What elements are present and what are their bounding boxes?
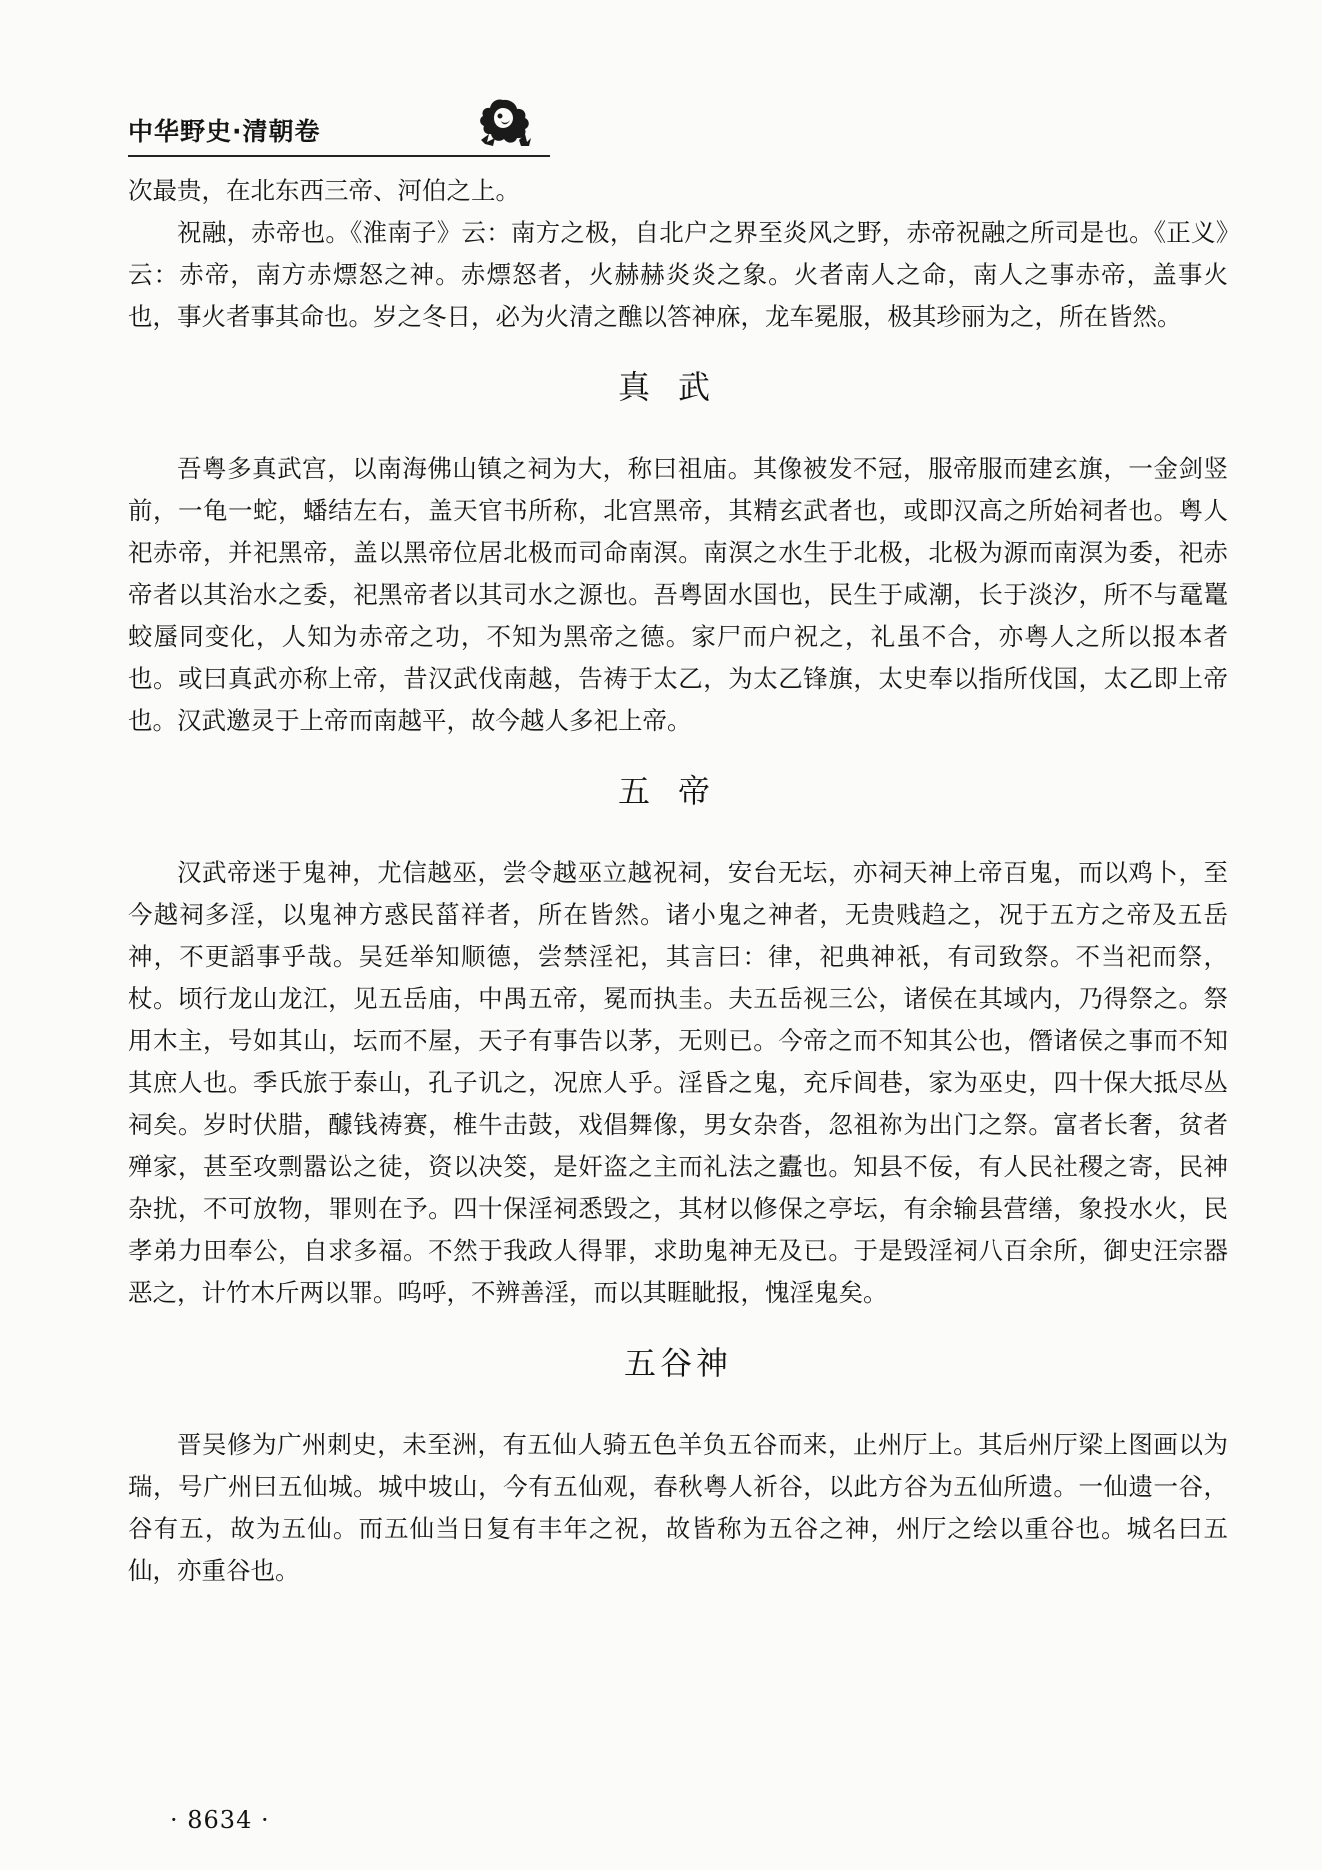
- page-content: [128, 170, 1228, 1592]
- paragraph-wudi: 汉武帝迷于鬼神，尤信越巫，尝令越巫立越祝祠，安台无坛，亦祠天神上帝百鬼，而以鸡卜，至今越祠多淫，以鬼神方惑民菑祥者，所在皆然。诸小鬼之神者，无贵贱趋之，况于五方之帝及五岳神，不更謟事乎哉。吴廷举知顺德，尝禁淫祀，其言曰：律，祀典神祇，有司致祭。不当祀而祭，杖。顷行龙山龙江，见五岳庙，中禺五帝，冕而执圭。夫五岳视三公，诸侯在其域内，乃得祭之。祭用木主，号如其山，坛而不屋，天子有事告以茅，无则已。今帝之而不知其公也，僭诸侯之事而不知其庶人也。季氏旅于泰山，孔子讥之，况庶人乎。淫昏之鬼，充斥闾巷，家为巫史，四十保大抵尽丛祠矣。岁时伏腊，醵钱祷赛，椎牛击鼓，戏倡舞像，男女杂沓，忽祖祢为出门之祭。富者长奢，贫者殚家，甚至攻剽嚣讼之徒，资以决筊，是奸盗之主而礼法之蠹也。知县不佞，有人民社稷之寄，民神杂扰，不可放物，罪则在予。四十保淫祠悉毁之，其材以修保之亭坛，有余输县营缮，象投水火，民孝弟力田奉公，自求多福。不然于我政人得罪，求助鬼神无及已。于是毁淫祠八百余所，御史汪宗器恶之，计竹木斤两以罪。呜呼，不辨善淫，而以其睚眦报，愧淫鬼矣。: [128, 858, 1228, 1307]
- paragraph-wugushen: 晋吴修为广州刺史，未至洲，有五仙人骑五色羊负五谷而来，止州厅上。其后州厅梁上图画以为瑞，号广州曰五仙城。城中坡山，今有五仙观，春秋粤人祈谷，以此方谷为五仙所遗。一仙遗一谷，谷有五，故为五仙。而五仙当日复有丰年之祝，故皆称为五谷之神，州厅之绘以重谷也。城名曰五仙，亦重谷也。: [128, 1430, 1228, 1585]
- continued-paragraph: 次最贵，在北东西三帝、河伯之上。: [128, 176, 520, 205]
- paragraph-zhenwu: 吾粤多真武宫，以南海佛山镇之祠为大，称曰祖庙。其像被发不冠，服帝服而建玄旗，一金剑竖前，一龟一蛇，蟠结左右，盖天官书所称，北宫黑帝，其精玄武者也，或即汉高之所始祠者也。粤人祀赤帝，并祀黑帝，盖以黑帝位居北极而司命南溟。南溟之水生于北极，北极为源而南溟为委，祀赤帝者以其治水之委，祀黑帝者以其司水之源也。吾粤固水国也，民生于咸潮，长于淡汐，所不与鼋鼍蛟蜃同变化，人知为赤帝之功，不知为黑帝之德。家尸而户祝之，礼虽不合，亦粤人之所以报本者也。或曰真武亦称上帝，昔汉武伐南越，告祷于太乙，为太乙锋旗，太史奉以指所伐国，太乙即上帝也。汉武邀灵于上帝而南越平，故今越人多祀上帝。: [128, 454, 1228, 735]
- section-heading-wugushen: 五谷神: [623, 1344, 732, 1382]
- running-header: [128, 94, 550, 156]
- paragraph-zhurong: 祝融，赤帝也。《淮南子》云：南方之极，自北户之界至炎风之野，赤帝祝融之所司是也。《正义》云：赤帝，南方赤熛怒之神。赤熛怒者，火赫赫炎炎之象。火者南人之命，南人之事赤帝，盖事火也，事火者事其命也。岁之冬日，必为火清之醮以答神庥，龙车冕服，极其珍丽为之，所在皆然。: [128, 218, 1228, 331]
- section-heading-wudi: 五帝: [617, 772, 738, 810]
- header-rule: [128, 155, 550, 157]
- book-title: 中华野史·清朝卷: [128, 117, 321, 146]
- page-number: · 8634 ·: [170, 1806, 270, 1834]
- section-heading-zhenwu: 真武: [617, 368, 738, 406]
- dragon-emblem-icon: [473, 94, 535, 152]
